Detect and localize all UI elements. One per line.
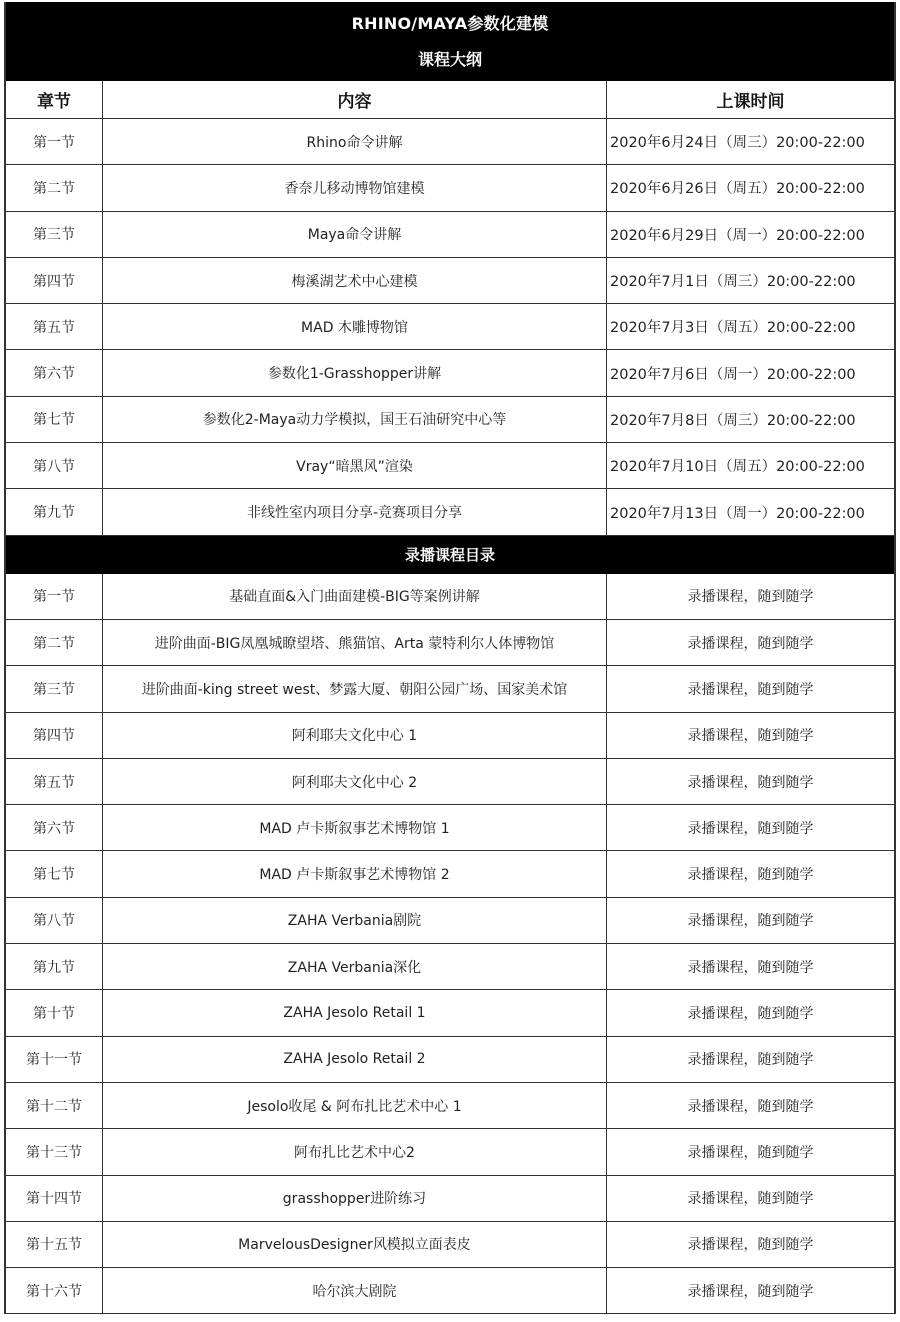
content-cell: Maya命令讲解 bbox=[103, 212, 607, 257]
header-chapter: 章节 bbox=[6, 81, 103, 118]
chapter-cell: 第十节 bbox=[6, 990, 103, 1035]
table-row bbox=[4, 1129, 896, 1175]
content-cell: Jesolo收尾 & 阿布扎比艺术中心 1 bbox=[103, 1083, 607, 1128]
time-cell: 2020年7月8日（周三）20:00-22:00 bbox=[610, 412, 856, 429]
table-row bbox=[4, 666, 896, 712]
chapter-cell: 第十六节 bbox=[6, 1268, 103, 1313]
time-cell: 2020年7月6日（周一）20:00-22:00 bbox=[610, 366, 856, 383]
table-row bbox=[4, 713, 896, 759]
chapter-cell: 第十二节 bbox=[6, 1083, 103, 1128]
content-cell: ZAHA Jesolo Retail 2 bbox=[103, 1037, 607, 1082]
time-cell: 录播课程，随到随学 bbox=[687, 913, 814, 930]
time-cell: 录播课程，随到随学 bbox=[687, 1052, 814, 1069]
content-cell: MAD 卢卡斯叙事艺术博物馆 2 bbox=[103, 851, 607, 896]
chapter-cell: 第一节 bbox=[6, 574, 103, 619]
chapter-cell: 第三节 bbox=[6, 212, 103, 257]
time-cell: 录播课程，随到随学 bbox=[687, 1191, 814, 1208]
time-cell: 录播课程，随到随学 bbox=[687, 635, 814, 652]
table-row bbox=[4, 851, 896, 897]
time-cell: 2020年7月1日（周三）20:00-22:00 bbox=[610, 274, 856, 291]
chapter-cell: 第八节 bbox=[6, 898, 103, 943]
chapter-cell: 第七节 bbox=[6, 851, 103, 896]
chapter-cell: 第二节 bbox=[6, 165, 103, 210]
chapter-cell: 第七节 bbox=[6, 397, 103, 442]
content-cell: 参数化2-Maya动力学模拟，国王石油研究中心等 bbox=[103, 397, 607, 442]
time-cell: 录播课程，随到随学 bbox=[687, 774, 814, 791]
content-cell: 进阶曲面-BIG凤凰城瞭望塔、熊猫馆、Arta 蒙特利尔人体博物馆 bbox=[103, 620, 607, 665]
table-row bbox=[4, 165, 896, 211]
table-row bbox=[4, 443, 896, 489]
header-content: 内容 bbox=[103, 81, 607, 118]
chapter-cell: 第九节 bbox=[6, 944, 103, 989]
header-time: 上课时间 bbox=[716, 92, 785, 112]
chapter-cell: 第一节 bbox=[6, 119, 103, 164]
table-row bbox=[4, 212, 896, 258]
content-cell: 哈尔滨大剧院 bbox=[103, 1268, 607, 1313]
title-band bbox=[4, 2, 896, 81]
content-cell: grasshopper进阶练习 bbox=[103, 1176, 607, 1221]
content-cell: 基础直面&入门曲面建模-BIG等案例讲解 bbox=[103, 574, 607, 619]
chapter-cell: 第三节 bbox=[6, 666, 103, 711]
live-lessons bbox=[4, 119, 896, 536]
recorded-section-title: 录播课程目录 bbox=[4, 536, 896, 574]
content-cell: Rhino命令讲解 bbox=[103, 119, 607, 164]
time-cell: 2020年7月3日（周五）20:00-22:00 bbox=[610, 320, 856, 337]
table-row bbox=[4, 1222, 896, 1268]
content-cell: 梅溪湖艺术中心建模 bbox=[103, 258, 607, 303]
table-row bbox=[4, 620, 896, 666]
time-cell: 录播课程，随到随学 bbox=[687, 867, 814, 884]
content-cell: 进阶曲面-king street west、梦露大厦、朝阳公园广场、国家美术馆 bbox=[103, 666, 607, 711]
time-cell: 录播课程，随到随学 bbox=[687, 1237, 814, 1254]
time-cell: 录播课程，随到随学 bbox=[687, 1283, 814, 1300]
time-cell: 2020年7月13日（周一）20:00-22:00 bbox=[610, 505, 865, 522]
content-cell: MAD 木雕博物馆 bbox=[103, 304, 607, 349]
content-cell: Vray“暗黑风”渲染 bbox=[103, 443, 607, 488]
table-row bbox=[4, 489, 896, 535]
time-cell: 2020年6月26日（周五）20:00-22:00 bbox=[610, 181, 865, 198]
table-row bbox=[4, 350, 896, 396]
content-cell: ZAHA Verbania深化 bbox=[103, 944, 607, 989]
table-row bbox=[4, 1037, 896, 1083]
outline-subtitle: 课程大纲 bbox=[417, 49, 482, 69]
chapter-cell: 第十四节 bbox=[6, 1176, 103, 1221]
time-cell: 录播课程，随到随学 bbox=[687, 728, 814, 745]
table-row bbox=[4, 944, 896, 990]
content-cell: 非线性室内项目分享-竞赛项目分享 bbox=[103, 489, 607, 534]
recorded-lessons bbox=[4, 574, 896, 1315]
table-row bbox=[4, 1268, 896, 1314]
table-row bbox=[4, 1083, 896, 1129]
chapter-cell: 第四节 bbox=[6, 713, 103, 758]
chapter-cell: 第十一节 bbox=[6, 1037, 103, 1082]
chapter-cell: 第二节 bbox=[6, 620, 103, 665]
content-cell: MarvelousDesigner风模拟立面表皮 bbox=[103, 1222, 607, 1267]
time-cell: 录播课程，随到随学 bbox=[687, 820, 814, 837]
table-row bbox=[4, 397, 896, 443]
content-cell: 阿布扎比艺术中心2 bbox=[103, 1129, 607, 1174]
chapter-cell: 第十三节 bbox=[6, 1129, 103, 1174]
time-cell: 录播课程，随到随学 bbox=[687, 589, 814, 606]
chapter-cell: 第十五节 bbox=[6, 1222, 103, 1267]
table-row bbox=[4, 759, 896, 805]
time-cell: 2020年7月10日（周五）20:00-22:00 bbox=[610, 459, 865, 476]
table-row bbox=[4, 119, 896, 165]
content-cell: MAD 卢卡斯叙事艺术博物馆 1 bbox=[103, 805, 607, 850]
chapter-cell: 第六节 bbox=[6, 350, 103, 395]
time-cell: 录播课程，随到随学 bbox=[687, 959, 814, 976]
content-cell: 阿利耶夫文化中心 2 bbox=[103, 759, 607, 804]
chapter-cell: 第九节 bbox=[6, 489, 103, 534]
table-row bbox=[4, 574, 896, 620]
time-cell: 录播课程，随到随学 bbox=[687, 1098, 814, 1115]
content-cell: 香奈儿移动博物馆建模 bbox=[103, 165, 607, 210]
chapter-cell: 第六节 bbox=[6, 805, 103, 850]
content-cell: ZAHA Jesolo Retail 1 bbox=[103, 990, 607, 1035]
table-row bbox=[4, 805, 896, 851]
time-cell: 录播课程，随到随学 bbox=[687, 681, 814, 698]
table-row bbox=[4, 304, 896, 350]
chapter-cell: 第五节 bbox=[6, 759, 103, 804]
table-row bbox=[4, 990, 896, 1036]
time-cell: 2020年6月29日（周一）20:00-22:00 bbox=[610, 227, 865, 244]
course-title: RHINO/MAYA参数化建模 bbox=[351, 13, 549, 33]
time-cell: 录播课程，随到随学 bbox=[687, 1144, 814, 1161]
time-cell: 录播课程，随到随学 bbox=[687, 1005, 814, 1022]
time-cell: 2020年6月24日（周三）20:00-22:00 bbox=[610, 135, 865, 152]
table-row bbox=[4, 1176, 896, 1222]
header-row bbox=[4, 81, 896, 119]
chapter-cell: 第五节 bbox=[6, 304, 103, 349]
table-row bbox=[4, 258, 896, 304]
content-cell: 阿利耶夫文化中心 1 bbox=[103, 713, 607, 758]
table-row bbox=[4, 898, 896, 944]
chapter-cell: 第八节 bbox=[6, 443, 103, 488]
content-cell: 参数化1-Grasshopper讲解 bbox=[103, 350, 607, 395]
course-outline-table bbox=[4, 2, 896, 1314]
content-cell: ZAHA Verbania剧院 bbox=[103, 898, 607, 943]
chapter-cell: 第四节 bbox=[6, 258, 103, 303]
